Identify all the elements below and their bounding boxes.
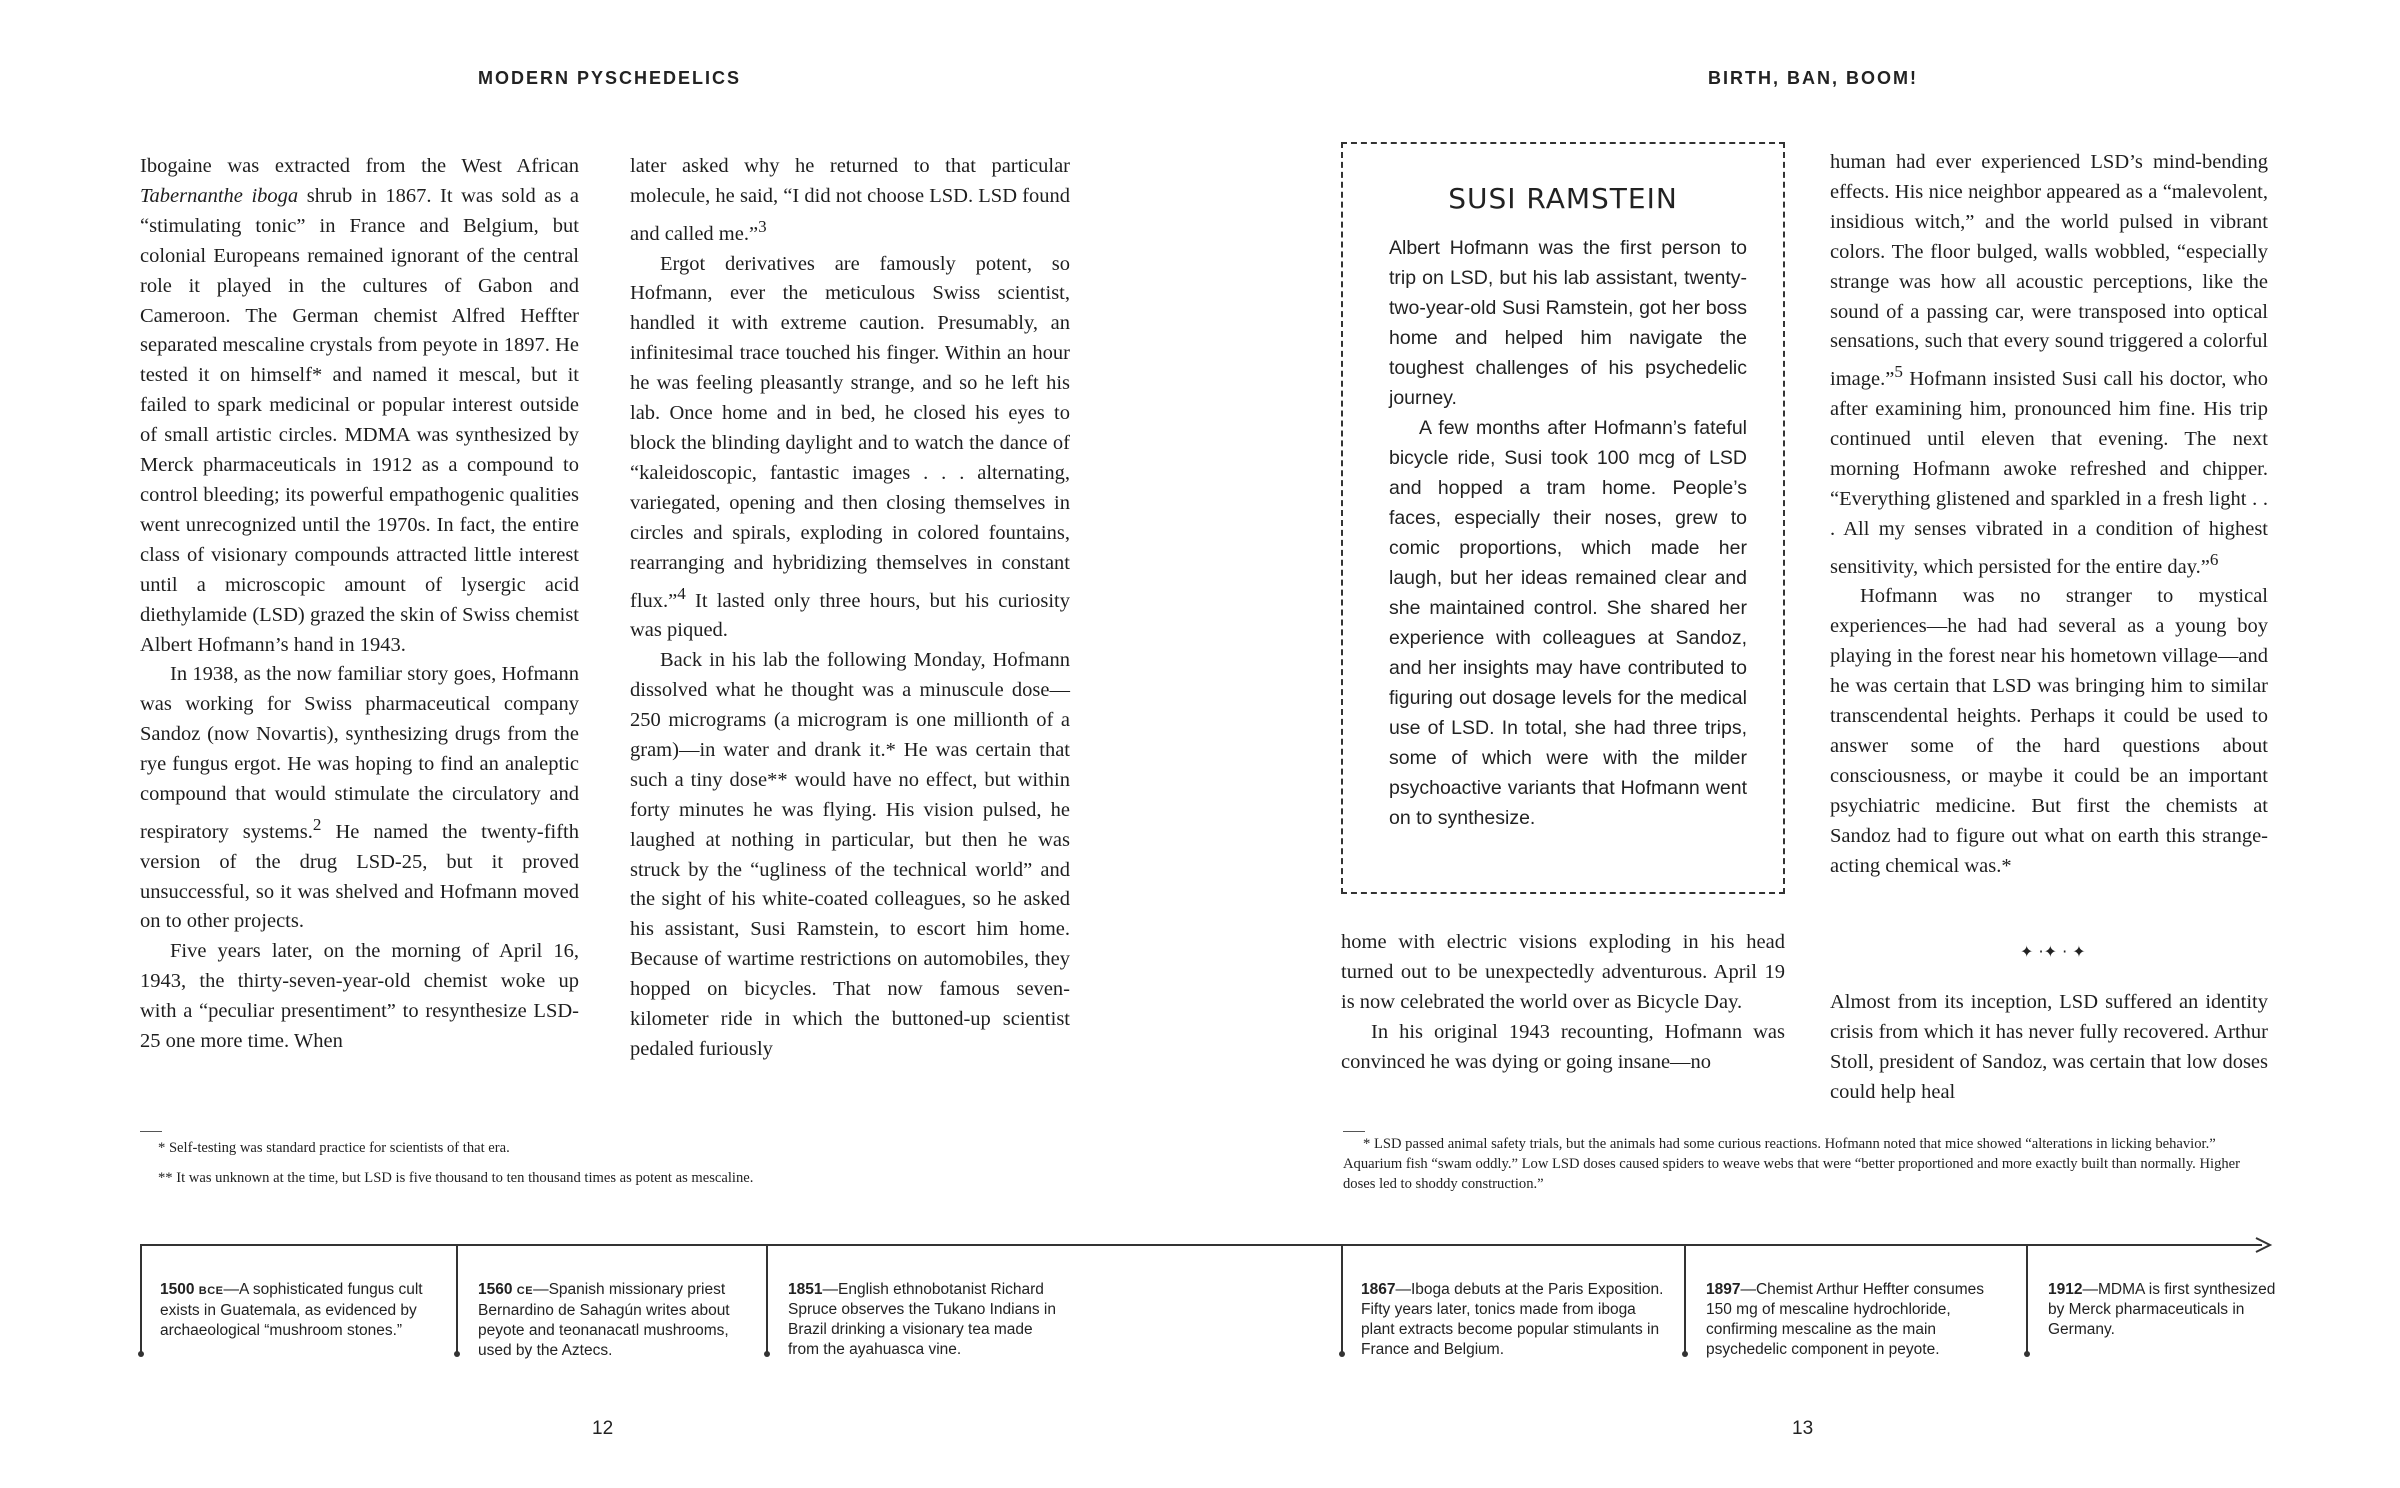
timeline-tick [1684,1244,1686,1354]
timeline-entry [788,1280,1058,1360]
left-column-2 [630,152,1070,1065]
right-page-number: 13 [1792,1418,1814,1439]
paragraph: Ergot derivatives are famously potent, so Hofmann, ever the meticulous Swiss scientist, handled it with extreme caution. Presumably, an infinitesimal trace touched his finger. Within an hour he was feeling pleasantly strange, and so he left his lab. Once home and in bed, he closed his eyes to block the blinding daylight and to watch the dance of “kaleidoscopic, fantastic images . . . alternating, variegated, opening and then closing themselves in circles and spirals, exploding in colored fountains, rearranging and hybridizing themselves in constant flux.”$^4$ It lasted only three hours, but his curiosity was piqued. [630,252,1070,642]
timeline-text: —Chemist Arthur Heffter consumes 150 mg of mescaline hydrochloride, confirming mescaline as the main psychedelic component in peyote. [1706,1281,1984,1358]
right-running-header: BIRTH, BAN, BOOM! [1708,68,1918,88]
right-column-2-continued [1830,988,2268,1108]
timeline-tick [2026,1244,2028,1354]
footnote: ** It was unknown at the time, but LSD is five thousand to ten thousand times as potent as mescaline. [158,1170,754,1186]
timeline-text: —Iboga debuts at the Paris Exposition. Fifty years later, tonics made from iboga plant extracts become popular stimulants in France and Belgium. [1361,1281,1664,1358]
paragraph: Ibogaine was extracted from the West African Tabernanthe iboga shrub in 1867. It was sold as a “stimulating tonic” in France and Belgium, but colonial Europeans remained ignorant of the central role it played in the cultures of Gabon and Cameroon. The German chemist Alfred Heffter separated mescaline crystals from peyote in 1897. He tested it on himself* and named it mescal, but it failed to spark medicinal or popular interest outside of small artistic circles. MDMA was synthesized by Merck pharmaceuticals in 1912 as a compound to control bleeding; its powerful empathogenic qualities went unrecognized until the 1970s. In fact, the entire class of visionary compounds attracted little interest until a microscopic amount of lysergic acid diethylamide (LSD) grazed the skin of Swiss chemist Albert Hofmann’s hand in 1943. [140,155,579,656]
timeline-text: —English ethnobotanist Richard Spruce observes the Tukano Indians in Brazil drinking a visionary tea made from the ayahuasca vine. [788,1281,1056,1358]
timeline-year: 1912 [2048,1281,2083,1298]
timeline-entry [2048,1280,2278,1340]
paragraph: home with electric visions exploding in his head turned out to be unexpectedly adventurous. April 19 is now celebrated the world over as Bicycle Day. [1341,931,1785,1013]
timeline-year: 1867 [1361,1281,1396,1298]
timeline-dot [138,1351,144,1357]
timeline-entry [1706,1280,2006,1360]
timeline-year: 1560 [478,1281,513,1298]
right-column-1 [1341,928,1785,1078]
timeline-tick [140,1244,142,1354]
left-page-number: 12 [592,1418,614,1439]
paragraph: In his original 1943 recounting, Hofmann was convinced he was dying or going insane—no [1341,1020,1785,1073]
paragraph: In 1938, as the now familiar story goes, Hofmann was working for Swiss pharmaceutical company Sandoz (now Novartis), synthesizing drugs from the rye fungus ergot. He was hoping to find an analeptic compound that would stimulate the circulatory and respiratory systems.$^2$ He named the twenty-fifth version of the drug LSD-25, but it proved unsuccessful, so it was shelved and Hofmann moved on to other projects. [140,663,579,933]
paragraph: Hofmann was no stranger to mystical experiences—he had had several as a young boy playing in the forest near his hometown village—and he was certain that LSD was bringing him to similar transcendental heights. Perhaps it could be used to answer some of the hard questions about consciousness, or maybe it could be an important psychiatric medicine. But first the chemists at Sandoz had to figure out what on earth this strange-acting chemical was.* [1830,585,2268,877]
timeline-year: 1851 [788,1281,823,1298]
footnote-rule [140,1131,162,1132]
timeline-dot [2024,1351,2030,1357]
timeline-tick [456,1244,458,1354]
sidebar-box [1341,142,1785,894]
timeline-text: —A sophisticated fungus cult exists in Guatemala, as evidenced by archaeological “mushroom stones.” [160,1281,423,1339]
paragraph: Almost from its inception, LSD suffered an identity crisis from which it has never fully recovered. Arthur Stoll, president of Sandoz, was certain that low doses could help heal [1830,991,2268,1103]
timeline-entry [1361,1280,1667,1360]
sidebar-body [1343,233,1783,833]
timeline-year: 1500 [160,1281,195,1298]
timeline-text: —Spanish missionary priest Bernardino de Sahagún writes about peyote and teonanacatl mushrooms, used by the Aztecs. [478,1281,730,1359]
timeline-tick [766,1244,768,1354]
paragraph: human had ever experienced LSD’s mind-bending effects. His nice neighbor appeared as a “malevolent, insidious witch,” and the world pulsed in vibrant colors. The floor bulged, walls wobbled, “especially strange was how all acoustic perceptions, like the sound of a passing car, were transposed into optical sensations, such that every sound triggered a colorful image.”$^5$ Hofmann insisted Susi call his doctor, who after examining him, pronounced him fine. His trip continued until eleven that evening. The next morning Hofmann awoke refreshed and chipper. “Everything glistened and sparkled in a fresh light . . . All my senses vibrated in a condition of highest sensitivity, which persisted for the entire day.”$^6$ [1830,151,2268,578]
footnote-rule [1343,1131,1365,1132]
timeline-era: BCE [198,1285,224,1297]
timeline-era: CE [516,1285,534,1297]
sidebar-paragraph: Albert Hofmann was the first person to trip on LSD, but his lab assistant, twenty-two-year-old Susi Ramstein, got her boss home and helped him navigate the toughest challenges of his psychedelic journey. [1389,237,1747,409]
paragraph: later asked why he returned to that particular molecule, he said, “I did not choose LSD. LSD found and called me.”$^3$ [630,155,1070,245]
timeline-entry [160,1280,430,1341]
right-column-2 [1830,148,2268,881]
right-footnote: * LSD passed animal safety trials, but the animals had some curious reactions. Hofmann noted that mice showed “alterations in licking behavior.” Aquarium fish “swam oddly.” Low LSD doses caused spiders to weave webs that were “better proportioned and more exactly built than normally. Higher doses led to shoddy construction.” [1343,1136,2240,1192]
paragraph: Five years later, on the morning of April 16, 1943, the thirty-seven-year-old chemist woke up with a “peculiar presentiment” to resynthesize LSD-25 one more time. When [140,940,579,1053]
left-footnotes [158,1138,1078,1198]
timeline-dot [1339,1351,1345,1357]
timeline-entry [478,1280,746,1361]
timeline-text: —MDMA is first synthesized by Merck pharmaceuticals in Germany. [2048,1281,2276,1338]
timeline-dot [764,1351,770,1357]
timeline-dot [1682,1351,1688,1357]
sidebar-title: SUSI RAMSTEIN [1448,182,1678,215]
left-running-header: MODERN PYSCHEDELICS [478,68,742,88]
footnote: * Self-testing was standard practice for scientists of that era. [158,1140,510,1156]
sidebar-paragraph: A few months after Hofmann’s fateful bicycle ride, Susi took 100 mcg of LSD and hopped a tram home. People’s faces, especially their noses, grew to comic proportions, which made her laugh, but her ideas remained clear and she maintained control. She shared her experience with colleagues at Sandoz, and her insights may have contributed to figuring out dosage levels for the medical use of LSD. In total, she had three trips, some of which were with the milder psychoactive variants that Hofmann went on to synthesize. [1389,417,1747,829]
timeline-year: 1897 [1706,1281,1741,1298]
timeline-tick [1341,1244,1343,1354]
section-ornament: ✦ ·✦ · ✦ [2020,942,2086,961]
left-column-1 [140,152,579,1057]
timeline-dot [454,1351,460,1357]
timeline-arrow-icon [2254,1236,2274,1254]
timeline-axis [140,1244,2262,1246]
paragraph: Back in his lab the following Monday, Hofmann dissolved what he thought was a minuscule dose—250 micrograms (a microgram is one millionth of a gram)—in water and drank it.* He was certain that such a tiny dose** would have no effect, but within forty minutes he was flying. His vision pulsed, he laughed at nothing in particular, but then he was struck by the “ugliness of the technical world” and the sight of his white-coated colleagues, so he asked his assistant, Susi Ramstein, to escort him home. Because of wartime restrictions on automobiles, they hopped on bicycles. That now famous seven-kilometer ride in which the buttoned-up scientist pedaled furiously [630,649,1070,1060]
